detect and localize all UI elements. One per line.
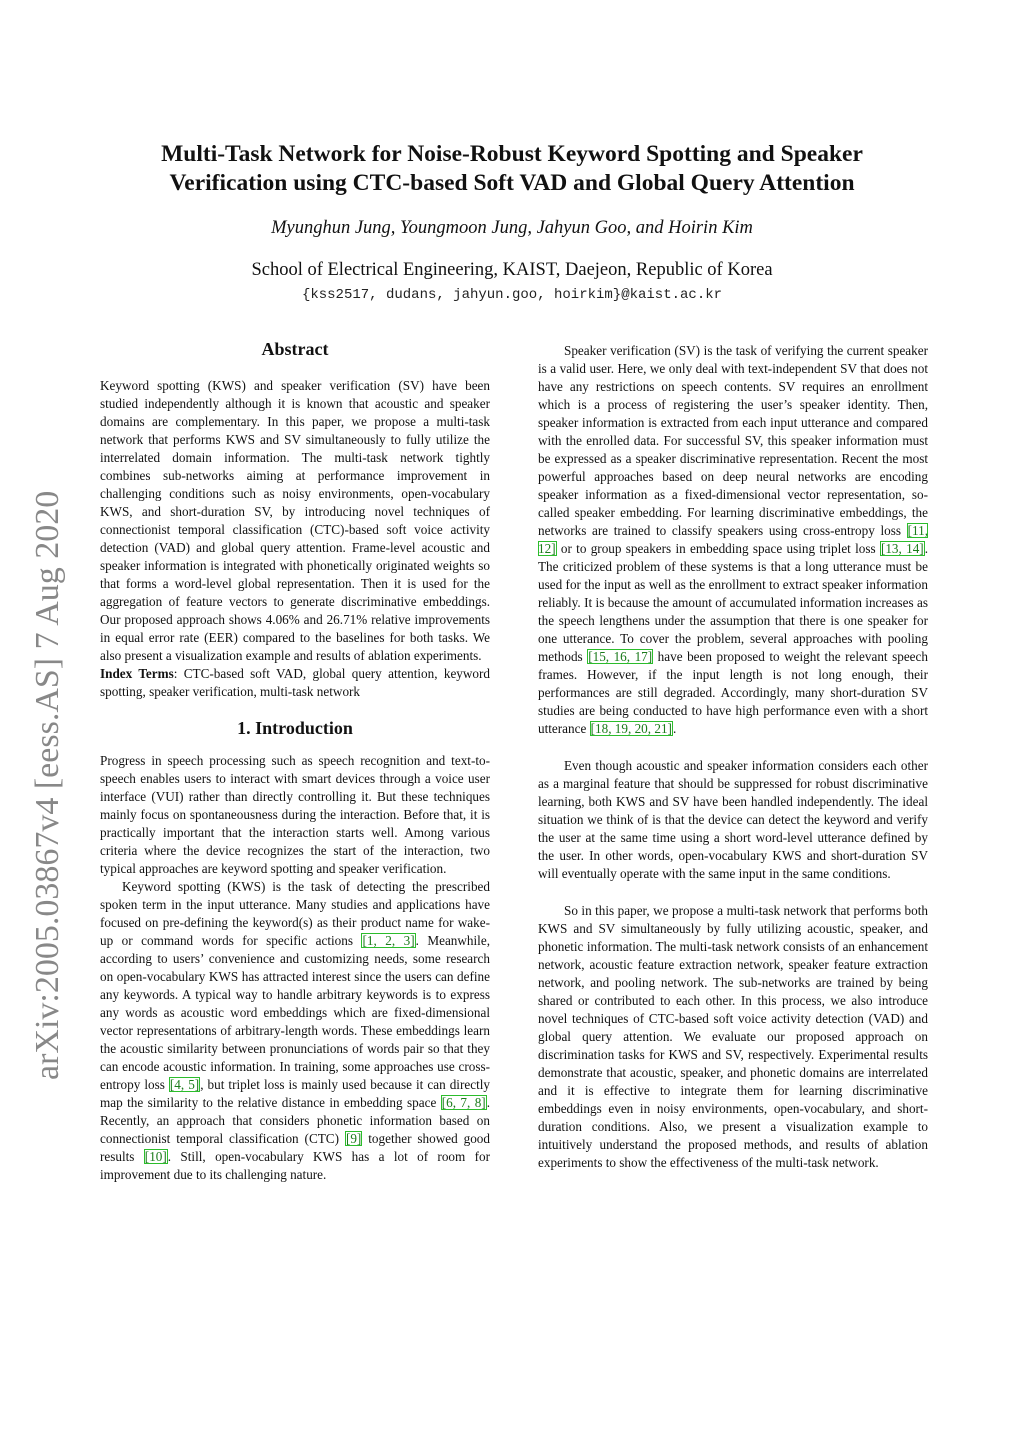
abstract-text: Keyword spotting (KWS) and speaker verification (SV) have been studied independently although it is known that acoustic and speaker domains are complementary. In this paper, we propose a multi-task network that performs KWS and SV simultaneously to fully utilize the interrelated domain information. The multi-task network tightly combines sub-networks aiming at performance improvement in challenging conditions such as noisy environments, open-vocabulary KWS, and short-duration SV, by introducing novel techniques of connectionist temporal classification (CTC)-based soft voice activity detection (VAD) and global query attention. Frame-level acoustic and speaker information is integrated with phonetically originated weights so that forms a word-level global representation. Then it is used for the aggregation of feature vectors to generate discriminative embeddings. Our proposed approach shows 4.06% and 26.71% relative improvements in equal error rate (EER) compared to the baselines for both tasks. We also present a visualization example and results of ablation experiments. <box>100 378 490 663</box>
citation-link[interactable]: [18, 19, 20, 21] <box>590 721 672 736</box>
citation-link[interactable]: [1, 2, 3] <box>362 933 415 948</box>
intro-paragraph-2 <box>100 878 490 1184</box>
sv-paragraph <box>538 342 928 738</box>
author-list: Myunghun Jung, Youngmoon Jung, Jahyun Goo, and Hoirin Kim <box>271 218 753 238</box>
index-terms-text: : CTC-based soft VAD, global query attention, keyword spotting, speaker verification, multi-task network <box>100 666 491 699</box>
citation-link[interactable]: [15, 16, 17] <box>588 649 653 664</box>
email-list: {kss2517, dudans, jahyun.goo, hoirkim}@kaist.ac.kr <box>301 287 723 303</box>
text-run: have been proposed to weight the relevant speech frames. However, if the input length is not long enough, their performances are still degraded. Accordingly, many short-duration SV studies are being conducted to have high performance even with a short utterance <box>538 649 928 736</box>
intro-paragraph-1: Progress in speech processing such as speech recognition and text-to-speech enables users to interact with smart devices through a voice user interface (VUI) rather than directly controlling it. But these techniques mainly focus on spontaneousness during the interaction. Before that, it is practically important that the interaction starts well. Among various criteria where the device recognizes the start of the interaction, two typical approaches are keyword spotting and speaker verification. <box>100 753 490 876</box>
text-run: . Still, open-vocabulary KWS has a lot of room for improvement due to its challenging nature. <box>100 1149 490 1182</box>
citation-link[interactable]: [10] <box>144 1149 167 1164</box>
title-line-2: Verification using CTC-based Soft VAD and Global Query Attention <box>169 170 855 196</box>
paper-title <box>100 140 924 198</box>
text-run: together showed good results <box>100 1131 490 1164</box>
arxiv-identifier: arXiv:2005.03867v4 [eess.AS] 7 Aug 2020 <box>29 490 66 1080</box>
affiliation: School of Electrical Engineering, KAIST, Daejeon, Republic of Korea <box>251 260 773 280</box>
intro-heading: 1. Introduction <box>237 718 353 738</box>
title-line-1: Multi-Task Network for Noise-Robust Keyword Spotting and Speaker <box>161 141 863 167</box>
text-run: . The criticized problem of these systems is that a long utterance must be used for the input as well as the enrollment to extract speaker information reliably. It is because the amount of accumulated information increases as the speech lengthens under the assumption that there is one speaker for one utterance. To cover the problem, several approaches with pooling methods <box>538 541 928 664</box>
citation-link[interactable]: [6, 7, 8] <box>441 1095 486 1110</box>
text-run: or to group speakers in embedding space using triplet loss <box>556 541 880 556</box>
text-run: . Meanwhile, according to users’ convenience and customizing needs, some research on open-vocabulary KWS has attracted interest since the users can define any keywords. A typical way to handle arbitrary keywords is to express any words as acoustic word embeddings which are fixed-dimensional vector representations of arbitrary-length words. These embeddings learn the acoustic similarity between pronunciations of words pair so that they can encode acoustic information. In training, some approaches use cross-entropy loss <box>100 933 490 1092</box>
contribution-paragraph: So in this paper, we propose a multi-task network that performs both KWS and SV simultaneously by fully utilizing acoustic, speaker, and phonetic information. The multi-task network consists of an enhancement network, acoustic feature extraction network, speaker feature extraction network, and pooling network. The sub-networks are trained by being shared or contributed to each other. In this process, we also introduce novel techniques of CTC-based soft voice activity detection (VAD) and global query attention. We evaluate our proposed approach on discrimination tasks for KWS and SV, respectively. Experimental results demonstrate that acoustic, speaker, and phonetic domains are interrelated and it is effective to integrate them for learning discriminative embeddings even in noisy environments, open-vocabulary, and short-duration conditions. Also, we present a visualization example to intuitively understand the proposed methods, and results of ablation experiments to show the effectiveness of the multi-task network. <box>538 903 928 1170</box>
text-run: Keyword spotting (KWS) is the task of detecting the prescribed spoken term in the input utterance. Many studies and applications have focused on pre-defining the keyword(s) as their product name for wake-up or command words for specific actions <box>100 879 490 948</box>
text-run: Speaker verification (SV) is the task of verifying the current speaker is a valid user. Here, we only deal with text-independent SV that does not have any restrictions on speech contents. SV requires an enrollment which is a process of registering the user’s speaker identity. Then, speaker information is extracted from each input utterance and compared with the enrolled data. For successful SV, this speaker information must be expressed as a speaker discriminative representation. Recent the most powerful approaches based on deep neural networks are encoding speaker information as a fixed-dimensional vector representation, so-called speaker embedding. For learning discriminative embeddings, the networks are trained to classify speakers using cross-entropy loss <box>538 343 928 538</box>
citation-link[interactable]: [13, 14] <box>880 541 924 556</box>
text-run: , but triplet loss is mainly used because it can directly map the similarity to the relative distance in embedding space <box>100 1077 490 1110</box>
right-column <box>538 342 928 1172</box>
citation-link[interactable]: [4, 5] <box>169 1077 200 1092</box>
motivation-paragraph: Even though acoustic and speaker information considers each other as a marginal feature that should be suppressed for robust discriminative learning, both KWS and SV have been handled independently. The ideal situation we think of is that the device can detect the keyword and verify the user at the same time using a short word-level utterance defined by the user. In other words, open-vocabulary KWS and short-duration SV will eventually operate with the same input in the same conditions. <box>538 758 928 881</box>
text-run: . Recently, an approach that considers phonetic information based on connectionist temporal classification (CTC) <box>100 1095 490 1146</box>
left-column <box>100 338 490 1184</box>
index-terms <box>100 665 490 701</box>
citation-link[interactable]: [9] <box>345 1131 362 1146</box>
text-run: . <box>672 721 677 736</box>
abstract-heading: Abstract <box>261 339 329 359</box>
index-terms-label: Index Terms <box>100 666 174 681</box>
citation-link[interactable]: [11, 12] <box>538 523 928 556</box>
